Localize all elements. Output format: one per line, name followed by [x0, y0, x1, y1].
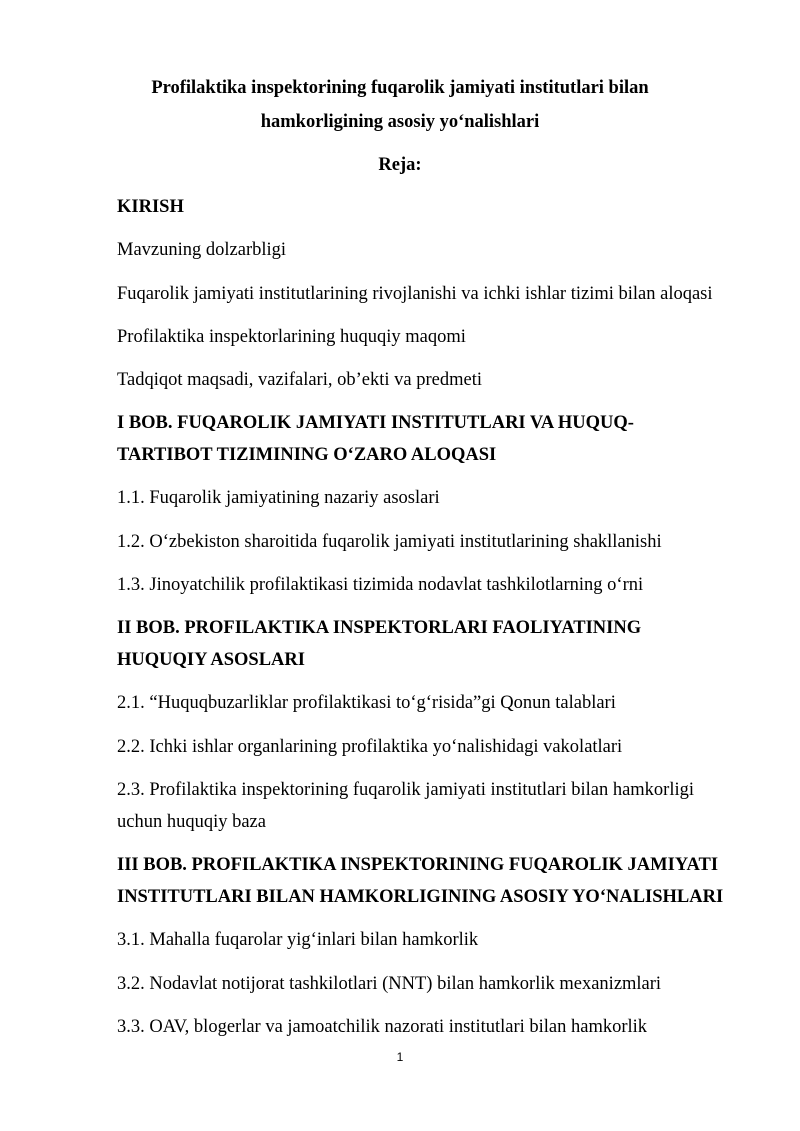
chapter3-item: 3.3. OAV, blogerlar va jamoatchilik nazorati institutlari bilan hamkorlik [117, 1017, 648, 1037]
chapter2-heading-line1: II BOB. PROFILAKTIKA INSPEKTORLARI FAOLIYATINING [117, 618, 642, 638]
intro-item: Profilaktika inspektorlarining huquqiy maqomi [117, 327, 466, 347]
intro-item: Mavzuning dolzarbligi [117, 240, 287, 260]
chapter3-item: 3.2. Nodavlat notijorat tashkilotlari (NNT) bilan hamkorlik mexanizmlari [117, 974, 662, 994]
intro-heading: KIRISH [117, 197, 184, 217]
chapter1-item: 1.2. O‘zbekiston sharoitida fuqarolik jamiyati institutlarining shakllanishi [117, 532, 662, 552]
page-number: 1 [396, 1050, 404, 1064]
intro-item: Tadqiqot maqsadi, vazifalari, ob’ekti va predmeti [117, 370, 482, 390]
chapter3-heading-line2: INSTITUTLARI BILAN HAMKORLIGINING ASOSIY YO‘NALISHLARI [117, 887, 724, 907]
chapter2-heading-line2: HUQUQIY ASOSLARI [117, 650, 305, 670]
document-title-line2: hamkorligining asosiy yo‘nalishlari [260, 112, 540, 132]
document-title-line1: Profilaktika inspektorining fuqarolik jamiyati institutlari bilan [151, 78, 649, 98]
plan-heading: Reja: [378, 155, 422, 175]
chapter3-heading-line1: III BOB. PROFILAKTIKA INSPEKTORINING FUQAROLIK JAMIYATI [117, 855, 719, 875]
chapter2-item-continuation: uchun huquqiy baza [117, 812, 266, 832]
intro-item: Fuqarolik jamiyati institutlarining rivojlanishi va ichki ishlar tizimi bilan aloqasi [117, 284, 713, 304]
chapter1-item: 1.3. Jinoyatchilik profilaktikasi tizimida nodavlat tashkilotlarning o‘rni [117, 575, 644, 595]
chapter1-item: 1.1. Fuqarolik jamiyatining nazariy asoslari [117, 488, 440, 508]
chapter1-heading-line1: I BOB. FUQAROLIK JAMIYATI INSTITUTLARI VA HUQUQ- [117, 413, 634, 433]
chapter2-item: 2.1. “Huquqbuzarliklar profilaktikasi to‘g‘risida”gi Qonun talablari [117, 693, 616, 713]
chapter3-item: 3.1. Mahalla fuqarolar yig‘inlari bilan hamkorlik [117, 930, 479, 950]
chapter2-item: 2.3. Profilaktika inspektorining fuqarolik jamiyati institutlari bilan hamkorligi [117, 780, 695, 800]
chapter2-item: 2.2. Ichki ishlar organlarining profilaktika yo‘nalishidagi vakolatlari [117, 737, 623, 757]
chapter1-heading-line2: TARTIBOT TIZIMINING O‘ZARO ALOQASI [117, 445, 497, 465]
